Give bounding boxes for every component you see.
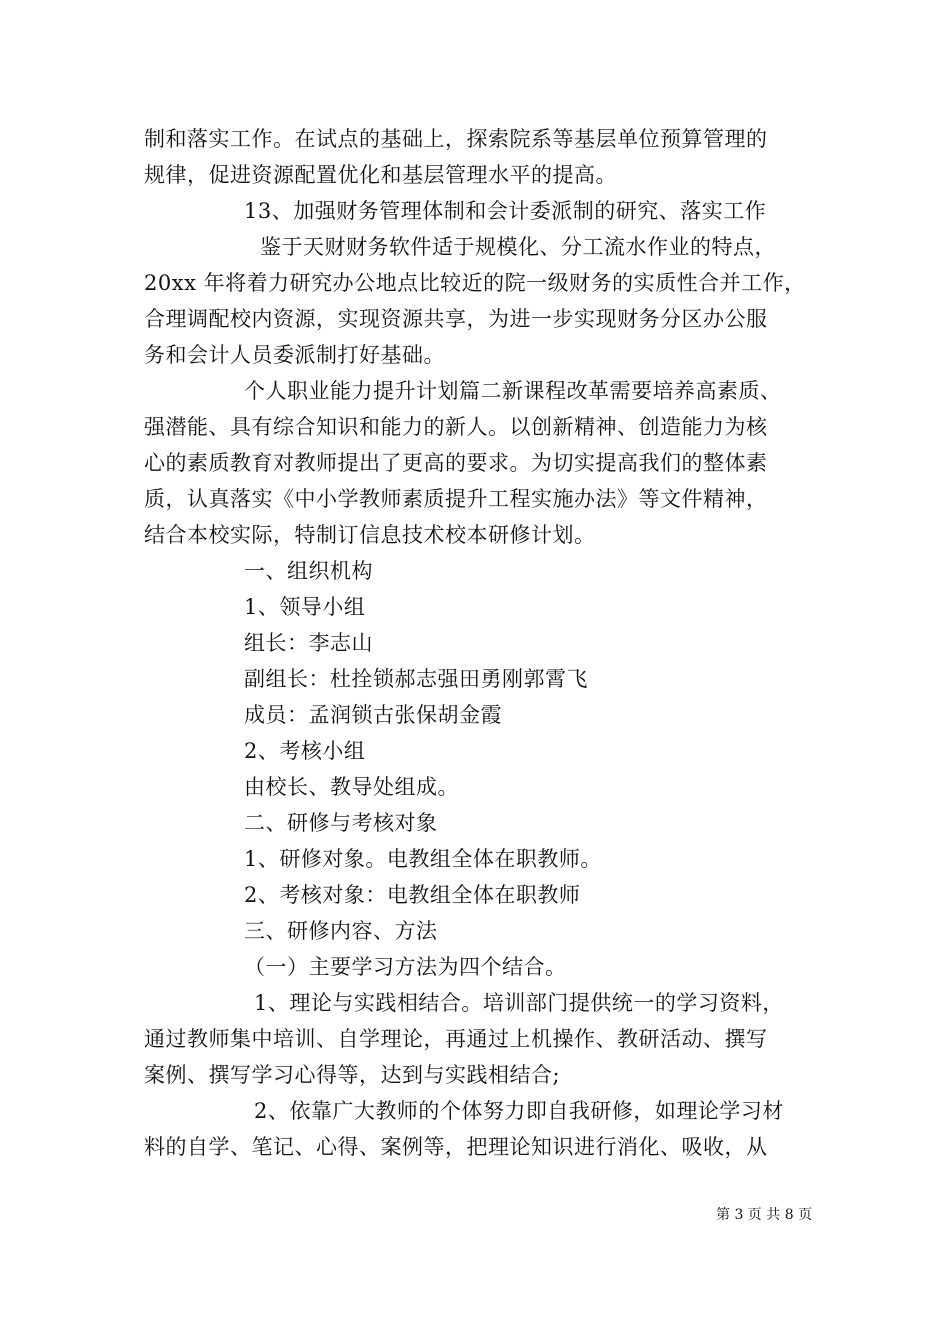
subsection-heading: （一）主要学习方法为四个结合。 [244, 955, 567, 979]
section-heading: 13、加强财务管理体制和会计委派制的研究、落实工作 [244, 199, 767, 223]
subsection-heading: 1、领导小组 [244, 595, 366, 619]
body-line: 制和落实工作。在试点的基础上，探索院系等基层单位预算管理的 [144, 127, 768, 151]
body-line: 副组长：杜拴锁郝志强田勇刚郭霄飞 [244, 667, 588, 691]
body-line: 心的素质教育对教师提出了更高的要求。为切实提高我们的整体素 [144, 451, 768, 475]
body-line: 规律，促进资源配置优化和基层管理水平的提高。 [144, 163, 617, 187]
section-heading: 一、组织机构 [244, 559, 373, 583]
body-line: 2、依靠广大教师的个体努力即自我研修，如理论学习材 [254, 1099, 784, 1123]
body-line: 务和会计人员委派制打好基础。 [144, 343, 445, 367]
body-line: 由校长、教导处组成。 [244, 775, 459, 799]
body-line: 质，认真落实《中小学教师素质提升工程实施办法》等文件精神， [144, 487, 768, 511]
body-line: 2、考核对象：电教组全体在职教师 [244, 883, 581, 907]
body-line: 通过教师集中培训、自学理论，再通过上机操作、教研活动、撰写 [144, 1027, 768, 1051]
body-line: 20xx 年将着力研究办公地点比较近的院一级财务的实质性合并工作， [144, 271, 806, 295]
body-line: 结合本校实际，特制订信息技术校本研修计划。 [144, 523, 596, 547]
body-line: 案例、撰写学习心得等，达到与实践相结合; [144, 1063, 561, 1087]
section-heading: 二、研修与考核对象 [244, 811, 438, 835]
subsection-heading: 2、考核小组 [244, 739, 366, 763]
body-line: 组长：李志山 [244, 631, 373, 655]
body-line: 合理调配校内资源，实现资源共享，为进一步实现财务分区办公服 [144, 307, 768, 331]
body-line: 鉴于天财财务软件适于规模化、分工流水作业的特点， [260, 235, 776, 259]
body-line: 强潜能、具有综合知识和能力的新人。以创新精神、创造能力为核 [144, 415, 768, 439]
body-line: 成员：孟润锁古张保胡金霞 [244, 703, 502, 727]
body-line: 1、理论与实践相结合。培训部门提供统一的学习资料， [254, 991, 784, 1015]
page-number: 第 3 页 共 8 页 [716, 1207, 813, 1223]
section-heading: 三、研修内容、方法 [244, 919, 438, 943]
body-line: 个人职业能力提升计划篇二新课程改革需要培养高素质、 [244, 379, 782, 403]
body-line: 1、研修对象。电教组全体在职教师。 [244, 847, 602, 871]
body-line: 料的自学、笔记、心得、案例等，把理论知识进行消化、吸收，从 [144, 1135, 768, 1159]
